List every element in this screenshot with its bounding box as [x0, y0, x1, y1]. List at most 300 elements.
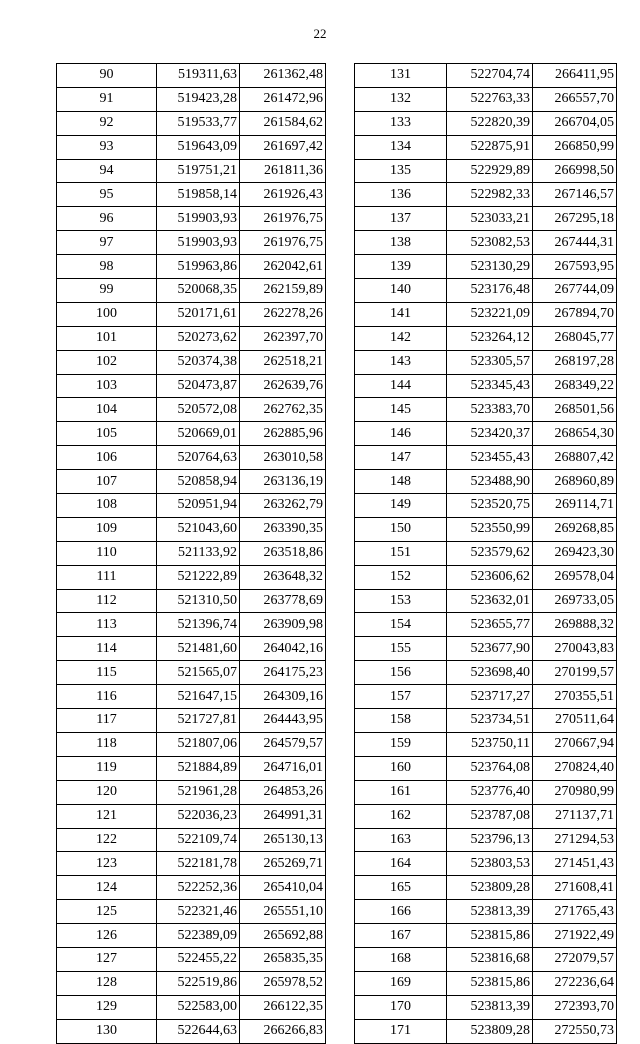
table-row — [355, 279, 617, 303]
table-row — [57, 613, 326, 637]
table-row — [355, 685, 617, 709]
point-number-cell: 141 — [355, 302, 447, 326]
point-number-cell: 115 — [57, 661, 157, 685]
y-coordinate-cell: 272550,73 — [533, 1019, 617, 1043]
x-coordinate-cell: 522109,74 — [157, 828, 240, 852]
y-coordinate-cell: 270355,51 — [533, 685, 617, 709]
x-coordinate-cell: 523787,08 — [447, 804, 533, 828]
x-coordinate-cell: 519751,21 — [157, 159, 240, 183]
x-coordinate-cell: 521565,07 — [157, 661, 240, 685]
y-coordinate-cell: 270199,57 — [533, 661, 617, 685]
x-coordinate-cell: 523803,53 — [447, 852, 533, 876]
y-coordinate-cell: 264042,16 — [240, 637, 326, 661]
x-coordinate-cell: 523677,90 — [447, 637, 533, 661]
table-row — [57, 470, 326, 494]
point-number-cell: 95 — [57, 183, 157, 207]
table-row — [355, 804, 617, 828]
point-number-cell: 114 — [57, 637, 157, 661]
table-row — [355, 374, 617, 398]
x-coordinate-cell: 523345,43 — [447, 374, 533, 398]
x-coordinate-cell: 520374,38 — [157, 350, 240, 374]
table-row — [57, 709, 326, 733]
y-coordinate-cell: 267593,95 — [533, 255, 617, 279]
x-coordinate-cell: 520951,94 — [157, 494, 240, 518]
y-coordinate-cell: 270511,64 — [533, 709, 617, 733]
table-row — [57, 995, 326, 1019]
point-number-cell: 162 — [355, 804, 447, 828]
y-coordinate-cell: 265130,13 — [240, 828, 326, 852]
x-coordinate-cell: 522321,46 — [157, 900, 240, 924]
x-coordinate-cell: 519533,77 — [157, 111, 240, 135]
point-number-cell: 112 — [57, 589, 157, 613]
table-row — [57, 900, 326, 924]
y-coordinate-cell: 265978,52 — [240, 971, 326, 995]
x-coordinate-cell: 522704,74 — [447, 64, 533, 88]
point-number-cell: 151 — [355, 541, 447, 565]
table-row — [57, 374, 326, 398]
y-coordinate-cell: 267894,70 — [533, 302, 617, 326]
point-number-cell: 93 — [57, 135, 157, 159]
point-number-cell: 92 — [57, 111, 157, 135]
y-coordinate-cell: 269733,05 — [533, 589, 617, 613]
y-coordinate-cell: 264853,26 — [240, 780, 326, 804]
x-coordinate-cell: 519311,63 — [157, 64, 240, 88]
point-number-cell: 97 — [57, 231, 157, 255]
point-number-cell: 158 — [355, 709, 447, 733]
y-coordinate-cell: 266998,50 — [533, 159, 617, 183]
point-number-cell: 127 — [57, 947, 157, 971]
y-coordinate-cell: 264443,95 — [240, 709, 326, 733]
x-coordinate-cell: 522389,09 — [157, 924, 240, 948]
x-coordinate-cell: 520473,87 — [157, 374, 240, 398]
y-coordinate-cell: 270824,40 — [533, 756, 617, 780]
y-coordinate-cell: 270980,99 — [533, 780, 617, 804]
table-row — [355, 613, 617, 637]
table-row — [355, 852, 617, 876]
y-coordinate-cell: 262762,35 — [240, 398, 326, 422]
y-coordinate-cell: 271765,43 — [533, 900, 617, 924]
y-coordinate-cell: 271922,49 — [533, 924, 617, 948]
x-coordinate-cell: 523130,29 — [447, 255, 533, 279]
x-coordinate-cell: 523750,11 — [447, 732, 533, 756]
table-row — [355, 207, 617, 231]
table-row — [355, 947, 617, 971]
y-coordinate-cell: 263262,79 — [240, 494, 326, 518]
table-row — [57, 183, 326, 207]
x-coordinate-cell: 521961,28 — [157, 780, 240, 804]
table-row — [355, 470, 617, 494]
table-row — [355, 780, 617, 804]
point-number-cell: 144 — [355, 374, 447, 398]
y-coordinate-cell: 264991,31 — [240, 804, 326, 828]
point-number-cell: 122 — [57, 828, 157, 852]
point-number-cell: 121 — [57, 804, 157, 828]
x-coordinate-cell: 522036,23 — [157, 804, 240, 828]
table-row — [355, 756, 617, 780]
table-row — [57, 1019, 326, 1043]
table-row — [355, 900, 617, 924]
point-number-cell: 102 — [57, 350, 157, 374]
x-coordinate-cell: 523815,86 — [447, 924, 533, 948]
x-coordinate-cell: 523264,12 — [447, 326, 533, 350]
x-coordinate-cell: 520858,94 — [157, 470, 240, 494]
point-number-cell: 106 — [57, 446, 157, 470]
y-coordinate-cell: 263518,86 — [240, 541, 326, 565]
point-number-cell: 146 — [355, 422, 447, 446]
x-coordinate-cell: 523809,28 — [447, 1019, 533, 1043]
y-coordinate-cell: 265410,04 — [240, 876, 326, 900]
y-coordinate-cell: 271137,71 — [533, 804, 617, 828]
table-row — [355, 111, 617, 135]
x-coordinate-cell: 523815,86 — [447, 971, 533, 995]
x-coordinate-cell: 523734,51 — [447, 709, 533, 733]
point-number-cell: 139 — [355, 255, 447, 279]
x-coordinate-cell: 521807,06 — [157, 732, 240, 756]
point-number-cell: 138 — [355, 231, 447, 255]
point-number-cell: 91 — [57, 87, 157, 111]
point-number-cell: 133 — [355, 111, 447, 135]
y-coordinate-cell: 263390,35 — [240, 517, 326, 541]
x-coordinate-cell: 523655,77 — [447, 613, 533, 637]
table-row — [57, 135, 326, 159]
point-number-cell: 111 — [57, 565, 157, 589]
point-number-cell: 153 — [355, 589, 447, 613]
x-coordinate-cell: 521727,81 — [157, 709, 240, 733]
y-coordinate-cell: 272079,57 — [533, 947, 617, 971]
table-row — [57, 302, 326, 326]
table-row — [57, 685, 326, 709]
table-row — [355, 302, 617, 326]
table-row — [57, 804, 326, 828]
point-number-cell: 143 — [355, 350, 447, 374]
y-coordinate-cell: 269578,04 — [533, 565, 617, 589]
point-number-cell: 149 — [355, 494, 447, 518]
point-number-cell: 170 — [355, 995, 447, 1019]
y-coordinate-cell: 268197,28 — [533, 350, 617, 374]
x-coordinate-cell: 522763,33 — [447, 87, 533, 111]
point-number-cell: 110 — [57, 541, 157, 565]
table-row — [57, 255, 326, 279]
x-coordinate-cell: 520068,35 — [157, 279, 240, 303]
x-coordinate-cell: 522644,63 — [157, 1019, 240, 1043]
x-coordinate-cell: 519643,09 — [157, 135, 240, 159]
table-row — [355, 709, 617, 733]
table-row — [355, 637, 617, 661]
x-coordinate-cell: 522181,78 — [157, 852, 240, 876]
point-number-cell: 155 — [355, 637, 447, 661]
right-table-body — [355, 64, 617, 1044]
x-coordinate-cell: 523305,57 — [447, 350, 533, 374]
table-row — [355, 828, 617, 852]
y-coordinate-cell: 265269,71 — [240, 852, 326, 876]
y-coordinate-cell: 264175,23 — [240, 661, 326, 685]
y-coordinate-cell: 265692,88 — [240, 924, 326, 948]
y-coordinate-cell: 266411,95 — [533, 64, 617, 88]
point-number-cell: 148 — [355, 470, 447, 494]
point-number-cell: 131 — [355, 64, 447, 88]
x-coordinate-cell: 521481,60 — [157, 637, 240, 661]
y-coordinate-cell: 261811,36 — [240, 159, 326, 183]
y-coordinate-cell: 268654,30 — [533, 422, 617, 446]
left-table-body — [57, 64, 326, 1044]
x-coordinate-cell: 523764,08 — [447, 756, 533, 780]
table-row — [57, 732, 326, 756]
x-coordinate-cell: 523816,68 — [447, 947, 533, 971]
x-coordinate-cell: 523698,40 — [447, 661, 533, 685]
x-coordinate-cell: 520764,63 — [157, 446, 240, 470]
point-number-cell: 132 — [355, 87, 447, 111]
x-coordinate-cell: 521647,15 — [157, 685, 240, 709]
table-row — [355, 1019, 617, 1043]
point-number-cell: 107 — [57, 470, 157, 494]
y-coordinate-cell: 266850,99 — [533, 135, 617, 159]
point-number-cell: 103 — [57, 374, 157, 398]
y-coordinate-cell: 265551,10 — [240, 900, 326, 924]
x-coordinate-cell: 523221,09 — [447, 302, 533, 326]
y-coordinate-cell: 262278,26 — [240, 302, 326, 326]
y-coordinate-cell: 266704,05 — [533, 111, 617, 135]
y-coordinate-cell: 267295,18 — [533, 207, 617, 231]
table-row — [57, 517, 326, 541]
point-number-cell: 100 — [57, 302, 157, 326]
x-coordinate-cell: 519423,28 — [157, 87, 240, 111]
table-row — [57, 87, 326, 111]
x-coordinate-cell: 523176,48 — [447, 279, 533, 303]
table-row — [355, 350, 617, 374]
point-number-cell: 169 — [355, 971, 447, 995]
point-number-cell: 99 — [57, 279, 157, 303]
table-row — [355, 183, 617, 207]
y-coordinate-cell: 267146,57 — [533, 183, 617, 207]
x-coordinate-cell: 523579,62 — [447, 541, 533, 565]
y-coordinate-cell: 261976,75 — [240, 207, 326, 231]
point-number-cell: 120 — [57, 780, 157, 804]
x-coordinate-cell: 521133,92 — [157, 541, 240, 565]
x-coordinate-cell: 523420,37 — [447, 422, 533, 446]
point-number-cell: 154 — [355, 613, 447, 637]
point-number-cell: 128 — [57, 971, 157, 995]
point-number-cell: 118 — [57, 732, 157, 756]
y-coordinate-cell: 272393,70 — [533, 995, 617, 1019]
table-row — [57, 446, 326, 470]
point-number-cell: 123 — [57, 852, 157, 876]
point-number-cell: 105 — [57, 422, 157, 446]
point-number-cell: 137 — [355, 207, 447, 231]
table-row — [355, 589, 617, 613]
table-row — [57, 661, 326, 685]
x-coordinate-cell: 522455,22 — [157, 947, 240, 971]
point-number-cell: 147 — [355, 446, 447, 470]
x-coordinate-cell: 523717,27 — [447, 685, 533, 709]
y-coordinate-cell: 262639,76 — [240, 374, 326, 398]
table-row — [355, 494, 617, 518]
y-coordinate-cell: 266122,35 — [240, 995, 326, 1019]
point-number-cell: 90 — [57, 64, 157, 88]
x-coordinate-cell: 522875,91 — [447, 135, 533, 159]
point-number-cell: 94 — [57, 159, 157, 183]
x-coordinate-cell: 523033,21 — [447, 207, 533, 231]
table-row — [355, 661, 617, 685]
point-number-cell: 117 — [57, 709, 157, 733]
point-number-cell: 124 — [57, 876, 157, 900]
y-coordinate-cell: 269114,71 — [533, 494, 617, 518]
y-coordinate-cell: 261697,42 — [240, 135, 326, 159]
point-number-cell: 119 — [57, 756, 157, 780]
point-number-cell: 104 — [57, 398, 157, 422]
point-number-cell: 145 — [355, 398, 447, 422]
point-number-cell: 150 — [355, 517, 447, 541]
table-row — [355, 732, 617, 756]
table-row — [57, 947, 326, 971]
table-row — [57, 876, 326, 900]
y-coordinate-cell: 268960,89 — [533, 470, 617, 494]
point-number-cell: 135 — [355, 159, 447, 183]
y-coordinate-cell: 271451,43 — [533, 852, 617, 876]
table-row — [57, 589, 326, 613]
table-row — [57, 637, 326, 661]
table-row — [57, 159, 326, 183]
table-row — [355, 924, 617, 948]
table-row — [355, 255, 617, 279]
table-row — [57, 780, 326, 804]
table-row — [57, 350, 326, 374]
point-number-cell: 116 — [57, 685, 157, 709]
y-coordinate-cell: 269888,32 — [533, 613, 617, 637]
table-row — [355, 995, 617, 1019]
point-number-cell: 161 — [355, 780, 447, 804]
y-coordinate-cell: 268807,42 — [533, 446, 617, 470]
point-number-cell: 113 — [57, 613, 157, 637]
table-row — [57, 971, 326, 995]
point-number-cell: 130 — [57, 1019, 157, 1043]
point-number-cell: 134 — [355, 135, 447, 159]
x-coordinate-cell: 523813,39 — [447, 900, 533, 924]
y-coordinate-cell: 266557,70 — [533, 87, 617, 111]
x-coordinate-cell: 523606,62 — [447, 565, 533, 589]
table-row — [57, 326, 326, 350]
point-number-cell: 109 — [57, 517, 157, 541]
y-coordinate-cell: 261976,75 — [240, 231, 326, 255]
table-row — [57, 398, 326, 422]
y-coordinate-cell: 264716,01 — [240, 756, 326, 780]
x-coordinate-cell: 521310,50 — [157, 589, 240, 613]
table-row — [355, 135, 617, 159]
x-coordinate-cell: 522929,89 — [447, 159, 533, 183]
table-row — [355, 398, 617, 422]
x-coordinate-cell: 523809,28 — [447, 876, 533, 900]
point-number-cell: 129 — [57, 995, 157, 1019]
table-row — [355, 541, 617, 565]
point-number-cell: 156 — [355, 661, 447, 685]
point-number-cell: 108 — [57, 494, 157, 518]
table-row — [355, 159, 617, 183]
point-number-cell: 171 — [355, 1019, 447, 1043]
table-row — [57, 207, 326, 231]
x-coordinate-cell: 520273,62 — [157, 326, 240, 350]
y-coordinate-cell: 269423,30 — [533, 541, 617, 565]
y-coordinate-cell: 261472,96 — [240, 87, 326, 111]
y-coordinate-cell: 261362,48 — [240, 64, 326, 88]
point-number-cell: 164 — [355, 852, 447, 876]
point-number-cell: 166 — [355, 900, 447, 924]
y-coordinate-cell: 262042,61 — [240, 255, 326, 279]
table-row — [355, 971, 617, 995]
x-coordinate-cell: 522252,36 — [157, 876, 240, 900]
x-coordinate-cell: 523455,43 — [447, 446, 533, 470]
point-number-cell: 160 — [355, 756, 447, 780]
y-coordinate-cell: 263010,58 — [240, 446, 326, 470]
point-number-cell: 168 — [355, 947, 447, 971]
y-coordinate-cell: 263136,19 — [240, 470, 326, 494]
y-coordinate-cell: 264309,16 — [240, 685, 326, 709]
y-coordinate-cell: 269268,85 — [533, 517, 617, 541]
x-coordinate-cell: 523796,13 — [447, 828, 533, 852]
point-number-cell: 142 — [355, 326, 447, 350]
y-coordinate-cell: 261584,62 — [240, 111, 326, 135]
y-coordinate-cell: 271608,41 — [533, 876, 617, 900]
x-coordinate-cell: 523550,99 — [447, 517, 533, 541]
y-coordinate-cell: 268349,22 — [533, 374, 617, 398]
x-coordinate-cell: 519903,93 — [157, 207, 240, 231]
coordinates-table-right — [354, 63, 617, 1044]
point-number-cell: 152 — [355, 565, 447, 589]
table-row — [57, 756, 326, 780]
x-coordinate-cell: 521043,60 — [157, 517, 240, 541]
y-coordinate-cell: 265835,35 — [240, 947, 326, 971]
table-row — [355, 326, 617, 350]
table-row — [57, 64, 326, 88]
y-coordinate-cell: 266266,83 — [240, 1019, 326, 1043]
point-number-cell: 136 — [355, 183, 447, 207]
y-coordinate-cell: 272236,64 — [533, 971, 617, 995]
table-row — [57, 231, 326, 255]
point-number-cell: 98 — [57, 255, 157, 279]
table-row — [355, 517, 617, 541]
x-coordinate-cell: 523488,90 — [447, 470, 533, 494]
y-coordinate-cell: 270667,94 — [533, 732, 617, 756]
x-coordinate-cell: 521396,74 — [157, 613, 240, 637]
x-coordinate-cell: 523520,75 — [447, 494, 533, 518]
table-row — [355, 565, 617, 589]
x-coordinate-cell: 521222,89 — [157, 565, 240, 589]
table-row — [57, 111, 326, 135]
table-row — [57, 494, 326, 518]
table-row — [355, 422, 617, 446]
x-coordinate-cell: 523632,01 — [447, 589, 533, 613]
point-number-cell: 157 — [355, 685, 447, 709]
x-coordinate-cell: 520572,08 — [157, 398, 240, 422]
y-coordinate-cell: 264579,57 — [240, 732, 326, 756]
x-coordinate-cell: 523776,40 — [447, 780, 533, 804]
y-coordinate-cell: 268045,77 — [533, 326, 617, 350]
table-row — [57, 852, 326, 876]
x-coordinate-cell: 522982,33 — [447, 183, 533, 207]
table-row — [355, 446, 617, 470]
y-coordinate-cell: 263778,69 — [240, 589, 326, 613]
table-row — [57, 565, 326, 589]
y-coordinate-cell: 271294,53 — [533, 828, 617, 852]
x-coordinate-cell: 522583,00 — [157, 995, 240, 1019]
point-number-cell: 163 — [355, 828, 447, 852]
y-coordinate-cell: 267444,31 — [533, 231, 617, 255]
x-coordinate-cell: 523813,39 — [447, 995, 533, 1019]
point-number-cell: 96 — [57, 207, 157, 231]
coordinates-table-left — [56, 63, 326, 1044]
x-coordinate-cell: 523383,70 — [447, 398, 533, 422]
table-row — [355, 87, 617, 111]
x-coordinate-cell: 522519,86 — [157, 971, 240, 995]
point-number-cell: 140 — [355, 279, 447, 303]
